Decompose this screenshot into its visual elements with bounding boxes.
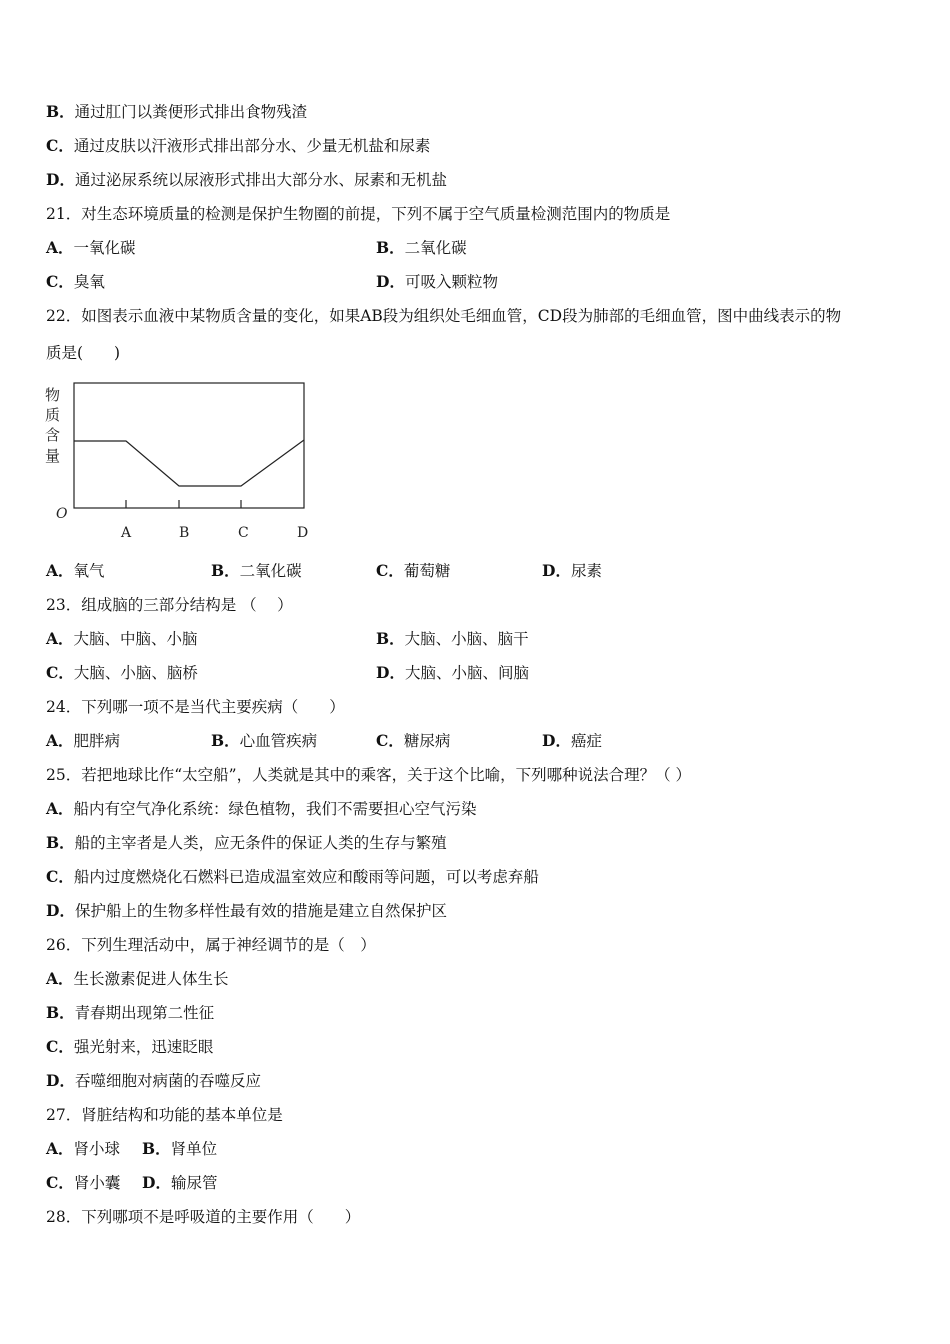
q24-stem: 24．下列哪一项不是当代主要疾病（ ） xyxy=(46,698,345,716)
x-tick-label-c: C xyxy=(238,525,249,541)
substance-curve xyxy=(74,440,304,486)
option-label: C． xyxy=(46,1173,74,1192)
option-label: D． xyxy=(376,663,405,682)
option-text: 大脑、小脑、脑干 xyxy=(404,630,529,648)
option-label: B． xyxy=(46,833,75,852)
q21-option-d xyxy=(376,272,498,292)
option-text: 通过肛门以粪便形式排出食物残渣 xyxy=(74,103,308,121)
q24-option-d xyxy=(542,731,602,751)
option-text: 保护船上的生物多样性最有效的措施是建立自然保护区 xyxy=(74,902,447,920)
graph-frame xyxy=(74,383,304,508)
option-text: 大脑、小脑、脑桥 xyxy=(73,664,198,682)
q23-option-a xyxy=(46,629,198,649)
q21-option-c xyxy=(46,272,105,292)
option-text: 葡萄糖 xyxy=(403,562,451,580)
q20-option-d xyxy=(46,170,447,190)
q23-option-c xyxy=(46,663,198,683)
option-label: A． xyxy=(46,1139,74,1158)
option-label: C． xyxy=(46,136,74,155)
q26-option-c xyxy=(46,1037,213,1057)
q25-option-c xyxy=(46,867,539,887)
option-text: 大脑、中脑、小脑 xyxy=(73,630,198,648)
option-text: 强光射来，迅速眨眼 xyxy=(73,1038,214,1056)
option-text: 一氧化碳 xyxy=(73,239,136,257)
q22-option-a xyxy=(46,561,105,581)
x-tick-label-b: B xyxy=(179,525,190,541)
x-tick-label-a: A xyxy=(121,525,132,541)
option-text: 青春期出现第二性征 xyxy=(74,1004,215,1022)
option-label: C． xyxy=(46,1037,74,1056)
q27-option-c xyxy=(46,1173,120,1193)
option-label: D． xyxy=(376,272,405,291)
option-text: 肾小囊 xyxy=(73,1174,121,1192)
q24-option-b xyxy=(211,731,317,751)
option-label: A． xyxy=(46,731,74,750)
option-label: D． xyxy=(46,1071,75,1090)
option-text: 臭氧 xyxy=(73,273,105,291)
option-text: 肾小球 xyxy=(73,1140,121,1158)
q22-stem-line2: 质是( ) xyxy=(46,344,121,362)
option-text: 船的主宰者是人类，应无条件的保证人类的生存与繁殖 xyxy=(74,834,447,852)
q20-option-c xyxy=(46,136,430,156)
option-label: D． xyxy=(142,1173,171,1192)
q28-stem: 28．下列哪项不是呼吸道的主要作用（ ） xyxy=(46,1208,361,1226)
option-text: 二氧化碳 xyxy=(404,239,467,257)
option-text: 肾单位 xyxy=(170,1140,218,1158)
option-label: D． xyxy=(46,170,75,189)
option-text: 肥胖病 xyxy=(73,732,121,750)
option-text: 二氧化碳 xyxy=(239,562,302,580)
option-label: A． xyxy=(46,969,74,988)
q22-graph xyxy=(40,378,320,548)
option-text: 癌症 xyxy=(570,732,602,750)
q22-option-c xyxy=(376,561,450,581)
option-text: 输尿管 xyxy=(170,1174,218,1192)
option-text: 大脑、小脑、间脑 xyxy=(404,664,529,682)
q25-stem: 25．若把地球比作“太空船”，人类就是其中的乘客，关于这个比喻，下列哪种说法合理？（ ） xyxy=(46,766,692,784)
option-text: 通过泌尿系统以尿液形式排出大部分水、尿素和无机盐 xyxy=(74,171,447,189)
option-label: B． xyxy=(142,1139,171,1158)
option-text: 吞噬细胞对病菌的吞噬反应 xyxy=(74,1072,261,1090)
q20-option-b xyxy=(46,102,307,122)
q22-option-b xyxy=(211,561,302,581)
option-text: 可吸入颗粒物 xyxy=(404,273,498,291)
q26-option-b xyxy=(46,1003,214,1023)
option-text: 尿素 xyxy=(570,562,602,580)
option-label: B． xyxy=(376,238,405,257)
option-label: A． xyxy=(46,629,74,648)
q25-option-b xyxy=(46,833,447,853)
option-label: C． xyxy=(376,561,404,580)
q26-stem: 26．下列生理活动中，属于神经调节的是（ ） xyxy=(46,936,376,954)
q23-option-b xyxy=(376,629,529,649)
q22-option-d xyxy=(542,561,602,581)
option-label: A． xyxy=(46,561,74,580)
q25-option-a xyxy=(46,799,477,819)
y-axis-label-char: 物 xyxy=(45,386,61,404)
q26-option-a xyxy=(46,969,229,989)
q24-option-c xyxy=(376,731,450,751)
option-label: B． xyxy=(211,561,240,580)
option-label: D． xyxy=(542,731,571,750)
option-label: B． xyxy=(211,731,240,750)
q27-option-a xyxy=(46,1139,120,1159)
option-label: B． xyxy=(376,629,405,648)
option-label: A． xyxy=(46,799,74,818)
y-axis-label-char: 含 xyxy=(45,426,61,444)
q27-option-b xyxy=(142,1139,217,1159)
option-text: 通过皮肤以汗液形式排出部分水、少量无机盐和尿素 xyxy=(73,137,431,155)
option-label: C． xyxy=(46,272,74,291)
q22-stem-line1: 22．如图表示血液中某物质含量的变化，如果AB段为组织处毛细血管，CD段为肺部的毛细血管，图中曲线表示的物 xyxy=(46,307,842,325)
option-text: 氧气 xyxy=(73,562,105,580)
option-text: 船内过度燃烧化石燃料已造成温室效应和酸雨等问题，可以考虑弃船 xyxy=(73,868,539,886)
option-label: C． xyxy=(376,731,404,750)
q21-stem: 21．对生态环境质量的检测是保护生物圈的前提，下列不属于空气质量检测范围内的物质是 xyxy=(46,205,671,223)
origin-label: O xyxy=(56,506,68,522)
option-text: 糖尿病 xyxy=(403,732,451,750)
option-label: D． xyxy=(46,901,75,920)
y-axis-label-char: 量 xyxy=(45,447,61,465)
q23-option-d xyxy=(376,663,529,683)
q23-stem: 23．组成脑的三部分结构是 （ ） xyxy=(46,596,293,614)
option-label: C． xyxy=(46,867,74,886)
q27-option-d xyxy=(142,1173,217,1193)
option-label: A． xyxy=(46,238,74,257)
q26-option-d xyxy=(46,1071,261,1091)
q21-option-b xyxy=(376,238,467,258)
option-text: 心血管疾病 xyxy=(239,732,318,750)
q25-option-d xyxy=(46,901,447,921)
option-label: C． xyxy=(46,663,74,682)
option-text: 船内有空气净化系统：绿色植物，我们不需要担心空气污染 xyxy=(73,800,477,818)
option-label: B． xyxy=(46,102,75,121)
q24-option-a xyxy=(46,731,120,751)
x-tick-label-d: D xyxy=(297,525,309,541)
y-axis-label-char: 质 xyxy=(45,406,61,424)
q21-option-a xyxy=(46,238,136,258)
q27-stem: 27．肾脏结构和功能的基本单位是 xyxy=(46,1106,283,1124)
option-text: 生长激素促进人体生长 xyxy=(73,970,229,988)
option-label: D． xyxy=(542,561,571,580)
option-label: B． xyxy=(46,1003,75,1022)
